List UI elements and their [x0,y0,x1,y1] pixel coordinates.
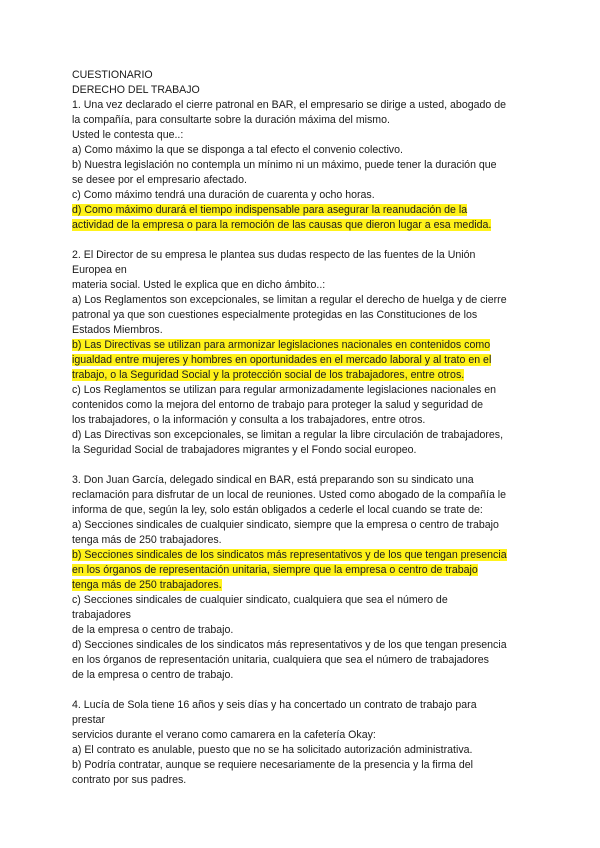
document-body [72,68,534,788]
question-3-option-d-cont: en los órganos de representación unitaria, cualquiera que sea el número de trabajadores [72,654,489,666]
question-2-answer-line [72,368,534,383]
question-4-line: prestar [72,714,105,726]
highlighted-answer: b) Secciones sindicales de los sindicatos más representativos y de los que tengan presencia [72,549,507,561]
spacer [72,683,534,698]
question-2-option-d: d) Las Directivas son excepcionales, se limitan a regular la libre circulación de trabajadores, [72,429,504,441]
highlighted-answer: trabajo, o la Seguridad Social y la protección social de los trabajadores, entre otros. [72,369,465,381]
question-4-option-b: b) Podría contratar, aunque se requiere necesariamente de la presencia y la firma del [72,759,474,771]
question-2-option-a: a) Los Reglamentos son excepcionales, se limitan a regular el derecho de huelga y de cierre [72,294,507,306]
question-3-answer-line [72,563,534,578]
question-2-answer-line [72,338,534,353]
spacer [72,458,534,473]
highlighted-answer: d) Como máximo durará el tiempo indispensable para asegurar la reanudación de la [72,204,468,216]
question-3-option-c-cont: de la empresa o centro de trabajo. [72,624,234,636]
document-subtitle: DERECHO DEL TRABAJO [72,84,200,96]
question-2-line: materia social. Usted le explica que en dicho ámbito..: [72,279,326,291]
highlighted-answer: igualdad entre mujeres y hombres en oportunidades en el mercado laboral y al trato en el [72,354,492,366]
question-1-option-b: b) Nuestra legislación no contempla un mínimo ni un máximo, puede tener la duración que [72,159,497,171]
spacer [72,233,534,248]
question-2-option-d-cont: la Seguridad Social de trabajadores migrantes y el Fondo social europeo. [72,444,417,456]
question-2-option-c-cont: los trabajadores, o la información y consulta a los trabajadores, entre otros. [72,414,426,426]
highlighted-answer: en los órganos de representación unitaria, siempre que la empresa o centro de trabajo [72,564,478,576]
question-3-option-a: a) Secciones sindicales de cualquier sindicato, siempre que la empresa o centro de trabajo [72,519,499,531]
question-3-option-c: c) Secciones sindicales de cualquier sindicato, cualquiera que sea el número de [72,594,448,606]
question-2-line: Europea en [72,264,127,276]
question-1-answer-line [72,203,534,218]
question-2-option-c: c) Los Reglamentos se utilizan para regular armonizadamente legislaciones nacionales en [72,384,496,396]
highlighted-answer: actividad de la empresa o para la remoción de las causas que dieron lugar a esa medida. [72,219,492,231]
question-3-option-a-cont: tenga más de 250 trabajadores. [72,534,222,546]
question-2-option-a-cont: patronal ya que son cuestiones especialmente protegidas en las Constituciones de los [72,309,478,321]
question-2 [72,248,534,458]
question-2-line: 2. El Director de su empresa le plantea sus dudas respecto de las fuentes de la Unión [72,249,476,261]
question-3-line: 3. Don Juan García, delegado sindical en BAR, está preparando son su sindicato una [72,474,474,486]
question-4-option-b-cont: contrato por sus padres. [72,774,187,786]
question-1-line: 1. Una vez declarado el cierre patronal en BAR, el empresario se dirige a usted, abogado de [72,99,507,111]
question-1-option-b-cont: se desee por el empresario afectado. [72,174,247,186]
document-title: CUESTIONARIO [72,69,153,81]
question-1-line: Usted le contesta que..: [72,129,184,141]
question-3-option-d-cont: de la empresa o centro de trabajo. [72,669,234,681]
question-3-option-d: d) Secciones sindicales de los sindicatos más representativos y de los que tengan presencia [72,639,507,651]
question-3 [72,473,534,683]
question-4 [72,698,534,788]
question-3-line: informa de que, según la ley, solo están obligados a cederle el local cuando se trate de: [72,504,483,516]
question-1 [72,98,534,233]
question-3-option-c-cont: trabajadores [72,609,131,621]
question-2-option-a-cont: Estados Miembros. [72,324,163,336]
question-1-answer-line [72,218,534,233]
highlighted-answer: b) Las Directivas se utilizan para armonizar legislaciones nacionales en contenidos como [72,339,491,351]
question-3-answer-line [72,578,534,593]
question-1-option-c: c) Como máximo tendrá una duración de cuarenta y ocho horas. [72,189,375,201]
question-3-answer-line [72,548,534,563]
question-4-line: servicios durante el verano como camarera en la cafetería Okay: [72,729,376,741]
question-4-option-a: a) El contrato es anulable, puesto que no se ha solicitado autorización administrativa. [72,744,473,756]
question-4-line: 4. Lucía de Sola tiene 16 años y seis días y ha concertado un contrato de trabajo para [72,699,477,711]
question-2-option-c-cont: contenidos como la mejora del entorno de trabajo para proteger la salud y seguridad de [72,399,484,411]
question-1-option-a: a) Como máximo la que se disponga a tal efecto el convenio colectivo. [72,144,403,156]
question-1-line: la compañía, para consultarte sobre la duración máxima del mismo. [72,114,390,126]
question-3-line: reclamación para disfrutar de un local de reuniones. Usted como abogado de la compañía le [72,489,507,501]
question-2-answer-line [72,353,534,368]
highlighted-answer: tenga más de 250 trabajadores. [72,579,222,591]
